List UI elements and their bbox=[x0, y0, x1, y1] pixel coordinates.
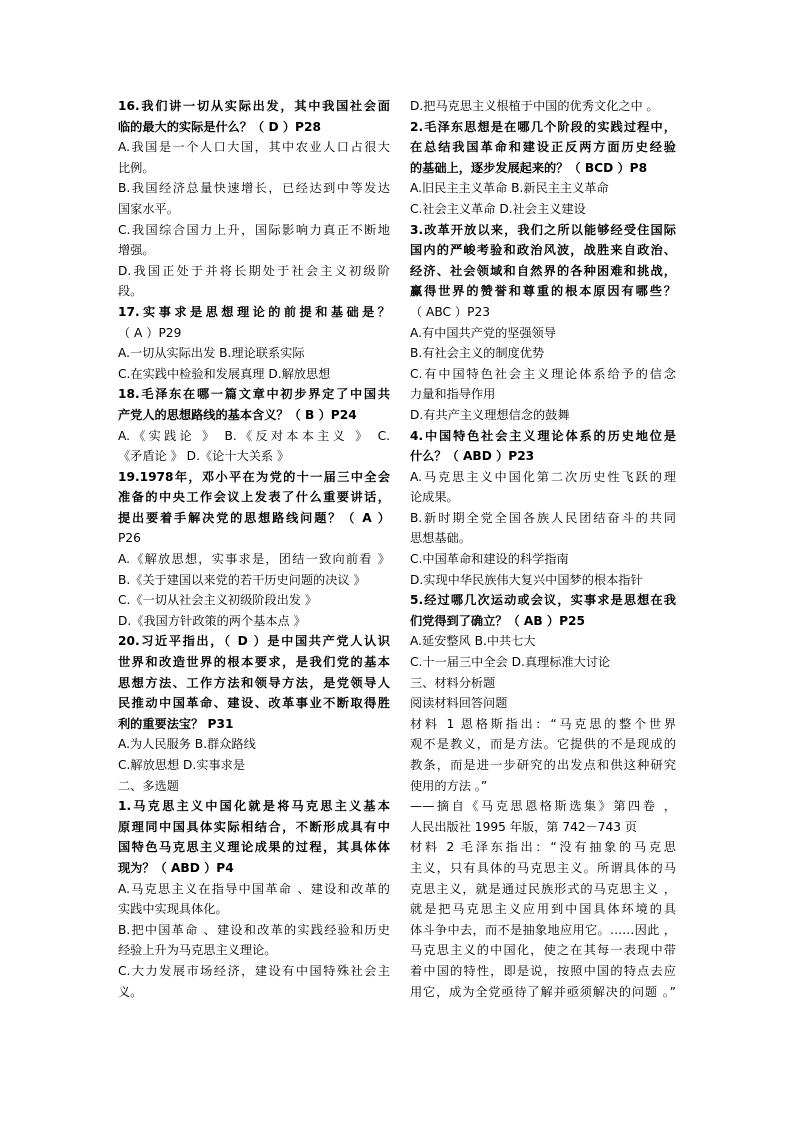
text-line: （ A ）P29 bbox=[118, 325, 182, 340]
text-line: 什么？（ ABD ）P23 bbox=[410, 449, 535, 464]
text-line: 临的最大的实际是什么？（ D ）P28 bbox=[118, 119, 321, 134]
text-line: 用它，成为全党亟待了解并亟须解决的问题 。” bbox=[410, 984, 676, 999]
text-line: 16.我们讲一切从实际出发，其中我国社会面 bbox=[118, 99, 390, 113]
text-line: 阅读材料回答问题 bbox=[410, 696, 508, 711]
text-line: 产党人的思想路线的基本含义？（ B ）P24 bbox=[118, 407, 357, 422]
text-line: C.大力发展市场经济，建设有中国特殊社会主 bbox=[118, 963, 390, 978]
text-line: 马克思主义的中国化，使之在其每一表现中带 bbox=[410, 943, 676, 958]
text-line: 《矛盾论 》 D.《论十大关系 》 bbox=[118, 449, 290, 464]
text-line: C.十一届三中全会 D.真理标准大讨论 bbox=[410, 655, 611, 670]
text-line: A.旧民主主义革命 B.新民主主义革命 bbox=[410, 181, 609, 196]
text-line: B.新时期全党全国各族人民团结奋斗的共同 bbox=[410, 510, 676, 525]
text-line: 着中国的特性，即是说，按照中国的特点去应 bbox=[410, 963, 676, 978]
text-line: 思想基础。 bbox=[410, 531, 471, 546]
text-line: 20.习近平指出，（ D ）是中国共产党人认识 bbox=[118, 634, 390, 649]
text-line: A.一切从实际出发 B.理论联系实际 bbox=[118, 346, 305, 361]
text-line: 实践中实现具体化。 bbox=[118, 902, 228, 917]
text-line: D.我国正处于并将长期处于社会主义初级阶 bbox=[118, 263, 390, 278]
text-line: C.《一切从社会主义初级阶段出发 》 bbox=[118, 593, 318, 608]
text-line: D.《我国方针政策的两个基本点 》 bbox=[118, 613, 306, 628]
text-line: 体斗争中去，而不是抽象地应用它。……因此 ， bbox=[410, 922, 676, 937]
text-line: 观不是教义，而是方法。它提供的不是现成的 bbox=[410, 737, 676, 752]
text-line: 教条，而是进一步研究的出发点和供这种研究 bbox=[410, 758, 676, 772]
text-line: 们党得到了确立？（ AB ）P25 bbox=[410, 613, 585, 628]
text-line: 世界和改造世界的根本要求，是我们党的基本 bbox=[118, 655, 390, 670]
text-line: A.《实践论 》 B.《反对本本主义 》 C. bbox=[118, 428, 390, 443]
text-line: 国内的严峻考验和政治风波，战胜来自政治、 bbox=[410, 243, 676, 258]
text-line: （ ABC ）P23 bbox=[410, 304, 490, 319]
text-line: C.我国综合国力上升，国际影响力真正不断地 bbox=[118, 222, 390, 237]
text-line: 国特色马克思主义理论成果的过程，其具体体 bbox=[118, 840, 390, 855]
text-line: 使用的方法 。” bbox=[410, 778, 488, 793]
text-line: 增强。 bbox=[118, 243, 155, 258]
text-line: A.马克思主义在指导中国革命 、建设和改革的 bbox=[118, 881, 390, 896]
text-line: 的基础上，逐步发展起来的？（ BCD ）P8 bbox=[410, 160, 648, 175]
text-line: 2.毛泽东思想是在哪几个阶段的实践过程中， bbox=[410, 119, 676, 134]
text-line: C.解放思想 D.实事求是 bbox=[118, 758, 246, 772]
text-line: 19.1978年，邓小平在为党的十一届三中全会 bbox=[118, 469, 390, 484]
text-line: 思想方法、工作方法和领导方法，是党领导人 bbox=[118, 675, 390, 690]
text-line: C.有中国特色社会主义理论体系给予的信念 bbox=[410, 366, 676, 381]
text-line: 4.中国特色社会主义理论体系的历史地位是 bbox=[410, 428, 676, 443]
text-line: 比例。 bbox=[118, 160, 155, 175]
text-line: 克思主义，就是通过民族形式的马克思主义 ， bbox=[410, 881, 676, 896]
text-line: 主义，只有具体的马克思主义。所谓具体的马 bbox=[410, 860, 676, 875]
text-line: A.为人民服务 B.群众路线 bbox=[118, 737, 256, 752]
text-line: 论成果。 bbox=[410, 490, 459, 505]
text-line: D.有共产主义理想信念的鼓舞 bbox=[410, 407, 570, 422]
text-line: 3.改革开放以来，我们之所以能够经受住国际 bbox=[410, 222, 676, 237]
text-line: B.有社会主义的制度优势 bbox=[410, 346, 545, 361]
text-line: 准备的中央工作会议上发表了什么重要讲话， bbox=[118, 490, 390, 505]
text-line: 民推动中国革命、建设、改革事业不断取得胜 bbox=[118, 696, 390, 711]
text-line: B.我国经济总量快速增长，已经达到中等发达 bbox=[118, 181, 390, 196]
text-line: A.马克思主义中国化第二次历史性飞跃的理 bbox=[410, 469, 676, 484]
text-line: 17.实事求是思想理论的前提和基础是？ bbox=[118, 304, 390, 319]
text-line: 三、材料分析题 bbox=[410, 675, 496, 690]
text-line: 义。 bbox=[118, 984, 143, 999]
text-line: 人民出版社 1995 年版，第 742－743 页 bbox=[410, 819, 638, 834]
text-line: 提出要着手解决党的思想路线问题？（ A ） bbox=[118, 510, 390, 525]
text-line: P26 bbox=[118, 531, 141, 546]
text-line: 1.马克思主义中国化就是将马克思主义基本 bbox=[118, 799, 390, 814]
text-line: 材料 1 恩格斯指出：“马克思的整个世界 bbox=[410, 716, 676, 731]
text-line: D.把马克思主义根植于中国的优秀文化之中 。 bbox=[410, 99, 659, 113]
text-line: 赢得世界的赞誉和尊重的根本原因有哪些？ bbox=[410, 284, 676, 299]
text-line: 现为？（ ABD ）P4 bbox=[118, 860, 234, 875]
text-line: 材料 2 毛泽东指出：“没有抽象的马克思 bbox=[410, 840, 676, 855]
text-line: 就是把马克思主义应用到中国具体环境的具 bbox=[410, 902, 676, 917]
text-line: B.把中国革命 、建设和改革的实践经验和历史 bbox=[118, 922, 390, 937]
text-line: A.有中国共产党的坚强领导 bbox=[410, 325, 557, 340]
text-line: 经验上升为马克思主义理论。 bbox=[118, 943, 277, 958]
text-line: C.中国革命和建设的科学指南 bbox=[410, 552, 569, 567]
text-line: C.在实践中检验和发展真理 D.解放思想 bbox=[118, 366, 331, 381]
text-line: C.社会主义革命 D.社会主义建设 bbox=[410, 201, 586, 216]
text-line: ——摘自《马克思恩格斯选集》第四卷 ， bbox=[410, 799, 676, 814]
text-line: A.《解放思想，实事求是，团结一致向前看 》 bbox=[118, 552, 390, 567]
text-line: 原理同中国具体实际相结合，不断形成具有中 bbox=[118, 819, 390, 834]
text-line: 利的重要法宝？ P31 bbox=[118, 716, 234, 731]
text-line: 经济、社会领域和自然界的各种困难和挑战， bbox=[410, 263, 676, 278]
text-line: D.实现中华民族伟大复兴中国梦的根本指针 bbox=[410, 572, 643, 587]
text-line: 段。 bbox=[118, 284, 143, 299]
text-line: B.《关于建国以来党的若干历史问题的决议 》 bbox=[118, 572, 366, 587]
text-line: 二、多选题 bbox=[118, 778, 179, 793]
left-column bbox=[118, 96, 390, 1002]
text-line: 5.经过哪几次运动或会议，实事求是思想在我 bbox=[410, 593, 676, 608]
text-line: A.延安整风 B.中共七大 bbox=[410, 634, 536, 649]
text-line: A.我国是一个人口大国，其中农业人口占很大 bbox=[118, 140, 390, 155]
text-line: 国家水平。 bbox=[118, 201, 179, 216]
text-line: 18.毛泽东在哪一篇文章中初步界定了中国共 bbox=[118, 387, 390, 402]
text-line: 在总结我国革命和建设正反两方面历史经验 bbox=[410, 140, 676, 155]
right-column bbox=[410, 96, 676, 1002]
text-line: 力量和指导作用 bbox=[410, 387, 496, 402]
